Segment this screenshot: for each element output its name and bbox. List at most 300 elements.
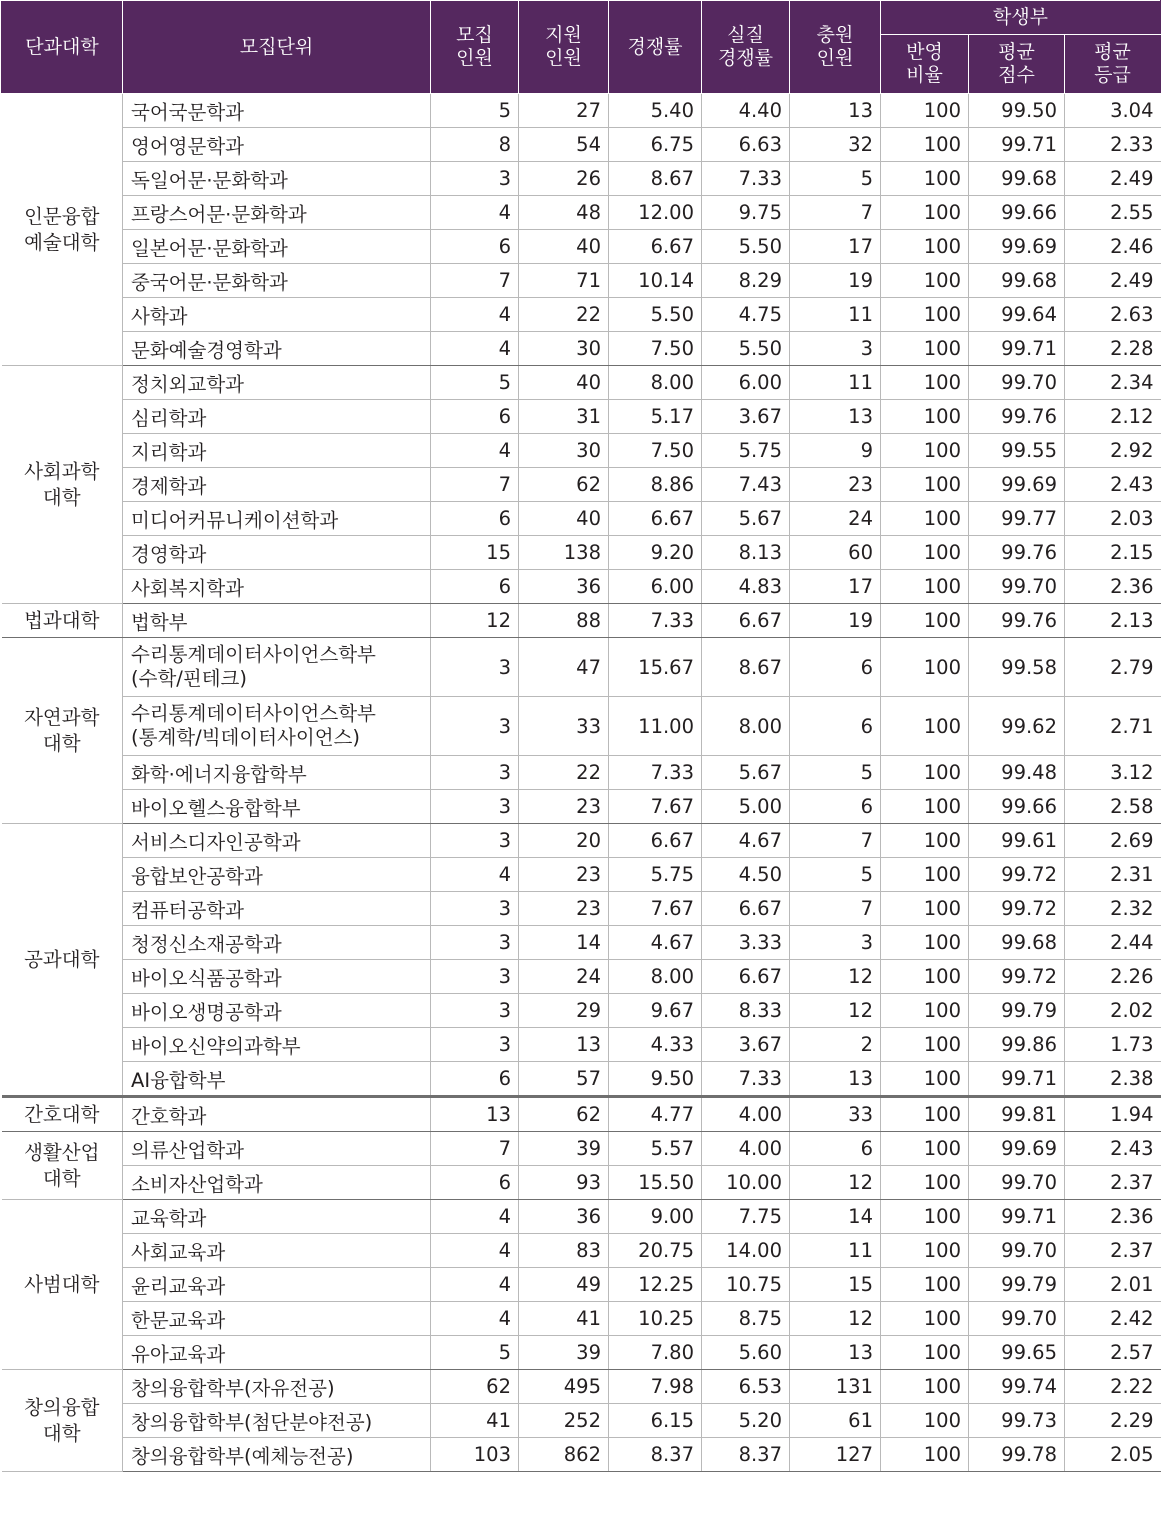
unit-cell: AI융합학부 xyxy=(123,1062,431,1097)
applicants-cell: 83 xyxy=(519,1234,609,1268)
ratio-cell: 100 xyxy=(881,1268,969,1302)
real-cell: 10.00 xyxy=(702,1166,790,1200)
quota-cell: 3 xyxy=(431,824,519,858)
grade-cell: 2.46 xyxy=(1065,230,1161,264)
grade-cell: 2.31 xyxy=(1065,858,1161,892)
table-row xyxy=(2,1166,1161,1200)
real-cell: 4.40 xyxy=(702,94,790,128)
table-header xyxy=(2,1,1161,94)
competition-cell: 4.33 xyxy=(609,1028,702,1062)
grade-cell: 2.42 xyxy=(1065,1302,1161,1336)
unit-cell: 창의융합학부(예체능전공) xyxy=(123,1438,431,1472)
ratio-cell: 100 xyxy=(881,1200,969,1234)
filled-cell: 5 xyxy=(790,858,881,892)
ratio-cell: 100 xyxy=(881,332,969,366)
quota-cell: 6 xyxy=(431,570,519,604)
grade-cell: 2.43 xyxy=(1065,1132,1161,1166)
quota-cell: 103 xyxy=(431,1438,519,1472)
grade-cell: 2.22 xyxy=(1065,1370,1161,1404)
competition-cell: 8.00 xyxy=(609,366,702,400)
table-row xyxy=(2,1132,1161,1166)
score-cell: 99.70 xyxy=(969,1234,1065,1268)
filled-cell: 60 xyxy=(790,536,881,570)
quota-cell: 4 xyxy=(431,332,519,366)
header-applicants: 지원 인원 xyxy=(519,1,609,94)
filled-cell: 11 xyxy=(790,298,881,332)
grade-cell: 2.58 xyxy=(1065,790,1161,824)
unit-cell: 교육학과 xyxy=(123,1200,431,1234)
score-cell: 99.79 xyxy=(969,994,1065,1028)
competition-cell: 6.00 xyxy=(609,570,702,604)
grade-cell: 2.44 xyxy=(1065,926,1161,960)
real-cell: 7.33 xyxy=(702,162,790,196)
grade-cell: 2.38 xyxy=(1065,1062,1161,1097)
table-row xyxy=(2,1097,1161,1132)
table-row xyxy=(2,298,1161,332)
competition-cell: 7.33 xyxy=(609,756,702,790)
score-cell: 99.58 xyxy=(969,638,1065,697)
unit-cell: 한문교육과 xyxy=(123,1302,431,1336)
applicants-cell: 24 xyxy=(519,960,609,994)
applicants-cell: 23 xyxy=(519,790,609,824)
table-row xyxy=(2,502,1161,536)
college-cell: 자연과학 대학 xyxy=(2,638,123,824)
unit-cell: 수리통계데이터사이언스학부 (통계학/빅데이터사이언스) xyxy=(123,697,431,756)
competition-cell: 5.40 xyxy=(609,94,702,128)
score-cell: 99.76 xyxy=(969,604,1065,638)
grade-cell: 3.04 xyxy=(1065,94,1161,128)
real-cell: 5.67 xyxy=(702,756,790,790)
applicants-cell: 22 xyxy=(519,298,609,332)
ratio-cell: 100 xyxy=(881,298,969,332)
table-row xyxy=(2,400,1161,434)
header-unit: 모집단위 xyxy=(123,1,431,94)
ratio-cell: 100 xyxy=(881,162,969,196)
filled-cell: 7 xyxy=(790,892,881,926)
unit-cell: 지리학과 xyxy=(123,434,431,468)
table-row xyxy=(2,94,1161,128)
applicants-cell: 23 xyxy=(519,858,609,892)
table-row xyxy=(2,128,1161,162)
unit-cell: 사회교육과 xyxy=(123,1234,431,1268)
grade-cell: 2.05 xyxy=(1065,1438,1161,1472)
ratio-cell: 100 xyxy=(881,1370,969,1404)
grade-cell: 2.15 xyxy=(1065,536,1161,570)
filled-cell: 14 xyxy=(790,1200,881,1234)
unit-cell: 사회복지학과 xyxy=(123,570,431,604)
real-cell: 8.29 xyxy=(702,264,790,298)
table-row xyxy=(2,162,1161,196)
applicants-cell: 29 xyxy=(519,994,609,1028)
real-cell: 5.00 xyxy=(702,790,790,824)
competition-cell: 5.57 xyxy=(609,1132,702,1166)
table-row xyxy=(2,638,1161,697)
competition-cell: 12.00 xyxy=(609,196,702,230)
grade-cell: 2.43 xyxy=(1065,468,1161,502)
quota-cell: 3 xyxy=(431,697,519,756)
filled-cell: 61 xyxy=(790,1404,881,1438)
competition-cell: 7.67 xyxy=(609,892,702,926)
real-cell: 5.50 xyxy=(702,332,790,366)
grade-cell: 2.34 xyxy=(1065,366,1161,400)
applicants-cell: 48 xyxy=(519,196,609,230)
applicants-cell: 13 xyxy=(519,1028,609,1062)
table-row xyxy=(2,536,1161,570)
quota-cell: 6 xyxy=(431,502,519,536)
applicants-cell: 54 xyxy=(519,128,609,162)
unit-cell: 컴퓨터공학과 xyxy=(123,892,431,926)
admission-results-table xyxy=(1,0,1161,1472)
unit-cell: 국어국문학과 xyxy=(123,94,431,128)
score-cell: 99.62 xyxy=(969,697,1065,756)
real-cell: 7.33 xyxy=(702,1062,790,1097)
competition-cell: 7.50 xyxy=(609,434,702,468)
applicants-cell: 41 xyxy=(519,1302,609,1336)
unit-cell: 창의융합학부(자유전공) xyxy=(123,1370,431,1404)
grade-cell: 2.37 xyxy=(1065,1166,1161,1200)
grade-cell: 2.36 xyxy=(1065,1200,1161,1234)
grade-cell: 2.29 xyxy=(1065,1404,1161,1438)
real-cell: 4.75 xyxy=(702,298,790,332)
unit-cell: 유아교육과 xyxy=(123,1336,431,1370)
quota-cell: 41 xyxy=(431,1404,519,1438)
competition-cell: 8.67 xyxy=(609,162,702,196)
unit-cell: 창의융합학부(첨단분야전공) xyxy=(123,1404,431,1438)
grade-cell: 2.71 xyxy=(1065,697,1161,756)
ratio-cell: 100 xyxy=(881,1132,969,1166)
competition-cell: 8.86 xyxy=(609,468,702,502)
competition-cell: 6.67 xyxy=(609,230,702,264)
college-cell: 창의융합 대학 xyxy=(2,1370,123,1472)
header-filled: 충원 인원 xyxy=(790,1,881,94)
filled-cell: 6 xyxy=(790,697,881,756)
competition-cell: 5.50 xyxy=(609,298,702,332)
real-cell: 6.63 xyxy=(702,128,790,162)
unit-cell: 바이오헬스융합학부 xyxy=(123,790,431,824)
college-cell: 공과대학 xyxy=(2,824,123,1097)
grade-cell: 2.49 xyxy=(1065,162,1161,196)
grade-cell: 2.32 xyxy=(1065,892,1161,926)
ratio-cell: 100 xyxy=(881,858,969,892)
competition-cell: 7.98 xyxy=(609,1370,702,1404)
table-row xyxy=(2,332,1161,366)
grade-cell: 2.92 xyxy=(1065,434,1161,468)
real-cell: 8.75 xyxy=(702,1302,790,1336)
unit-cell: 의류산업학과 xyxy=(123,1132,431,1166)
competition-cell: 10.25 xyxy=(609,1302,702,1336)
score-cell: 99.72 xyxy=(969,960,1065,994)
table-row xyxy=(2,1370,1161,1404)
applicants-cell: 30 xyxy=(519,434,609,468)
applicants-cell: 39 xyxy=(519,1132,609,1166)
competition-cell: 11.00 xyxy=(609,697,702,756)
ratio-cell: 100 xyxy=(881,400,969,434)
score-cell: 99.64 xyxy=(969,298,1065,332)
quota-cell: 6 xyxy=(431,400,519,434)
filled-cell: 15 xyxy=(790,1268,881,1302)
applicants-cell: 57 xyxy=(519,1062,609,1097)
table-row xyxy=(2,366,1161,400)
header-college: 단과대학 xyxy=(2,1,123,94)
applicants-cell: 93 xyxy=(519,1166,609,1200)
competition-cell: 12.25 xyxy=(609,1268,702,1302)
unit-cell: 융합보안공학과 xyxy=(123,858,431,892)
score-cell: 99.68 xyxy=(969,264,1065,298)
quota-cell: 6 xyxy=(431,230,519,264)
score-cell: 99.72 xyxy=(969,858,1065,892)
applicants-cell: 20 xyxy=(519,824,609,858)
quota-cell: 4 xyxy=(431,858,519,892)
unit-cell: 바이오식품공학과 xyxy=(123,960,431,994)
college-cell: 생활산업 대학 xyxy=(2,1132,123,1200)
unit-cell: 청정신소재공학과 xyxy=(123,926,431,960)
table-row xyxy=(2,824,1161,858)
filled-cell: 7 xyxy=(790,196,881,230)
applicants-cell: 31 xyxy=(519,400,609,434)
ratio-cell: 100 xyxy=(881,1166,969,1200)
real-cell: 6.00 xyxy=(702,366,790,400)
unit-cell: 정치외교학과 xyxy=(123,366,431,400)
applicants-cell: 862 xyxy=(519,1438,609,1472)
score-cell: 99.70 xyxy=(969,366,1065,400)
unit-cell: 문화예술경영학과 xyxy=(123,332,431,366)
filled-cell: 3 xyxy=(790,926,881,960)
score-cell: 99.86 xyxy=(969,1028,1065,1062)
filled-cell: 12 xyxy=(790,1166,881,1200)
filled-cell: 33 xyxy=(790,1097,881,1132)
real-cell: 3.67 xyxy=(702,400,790,434)
ratio-cell: 100 xyxy=(881,994,969,1028)
ratio-cell: 100 xyxy=(881,604,969,638)
grade-cell: 2.01 xyxy=(1065,1268,1161,1302)
score-cell: 99.70 xyxy=(969,1302,1065,1336)
filled-cell: 32 xyxy=(790,128,881,162)
quota-cell: 62 xyxy=(431,1370,519,1404)
competition-cell: 8.00 xyxy=(609,960,702,994)
ratio-cell: 100 xyxy=(881,1234,969,1268)
table-row xyxy=(2,264,1161,298)
grade-cell: 2.55 xyxy=(1065,196,1161,230)
ratio-cell: 100 xyxy=(881,196,969,230)
quota-cell: 3 xyxy=(431,790,519,824)
real-cell: 8.67 xyxy=(702,638,790,697)
real-cell: 5.75 xyxy=(702,434,790,468)
competition-cell: 7.50 xyxy=(609,332,702,366)
header-quota: 모집 인원 xyxy=(431,1,519,94)
unit-cell: 수리통계데이터사이언스학부 (수학/핀테크) xyxy=(123,638,431,697)
ratio-cell: 100 xyxy=(881,1302,969,1336)
quota-cell: 7 xyxy=(431,468,519,502)
filled-cell: 3 xyxy=(790,332,881,366)
applicants-cell: 495 xyxy=(519,1370,609,1404)
score-cell: 99.79 xyxy=(969,1268,1065,1302)
score-cell: 99.72 xyxy=(969,892,1065,926)
ratio-cell: 100 xyxy=(881,1028,969,1062)
quota-cell: 4 xyxy=(431,1268,519,1302)
ratio-cell: 100 xyxy=(881,638,969,697)
score-cell: 99.50 xyxy=(969,94,1065,128)
ratio-cell: 100 xyxy=(881,264,969,298)
table-row xyxy=(2,604,1161,638)
applicants-cell: 27 xyxy=(519,94,609,128)
applicants-cell: 33 xyxy=(519,697,609,756)
applicants-cell: 30 xyxy=(519,332,609,366)
grade-cell: 1.94 xyxy=(1065,1097,1161,1132)
real-cell: 4.00 xyxy=(702,1132,790,1166)
unit-cell: 중국어문·문화학과 xyxy=(123,264,431,298)
quota-cell: 3 xyxy=(431,960,519,994)
grade-cell: 2.49 xyxy=(1065,264,1161,298)
table-body xyxy=(2,94,1161,1472)
score-cell: 99.76 xyxy=(969,536,1065,570)
filled-cell: 19 xyxy=(790,264,881,298)
unit-cell: 영어영문학과 xyxy=(123,128,431,162)
ratio-cell: 100 xyxy=(881,756,969,790)
filled-cell: 11 xyxy=(790,1234,881,1268)
applicants-cell: 22 xyxy=(519,756,609,790)
quota-cell: 8 xyxy=(431,128,519,162)
grade-cell: 2.26 xyxy=(1065,960,1161,994)
table-row xyxy=(2,1200,1161,1234)
filled-cell: 17 xyxy=(790,230,881,264)
ratio-cell: 100 xyxy=(881,230,969,264)
ratio-cell: 100 xyxy=(881,570,969,604)
real-cell: 4.50 xyxy=(702,858,790,892)
score-cell: 99.71 xyxy=(969,1062,1065,1097)
score-cell: 99.69 xyxy=(969,1132,1065,1166)
real-cell: 6.53 xyxy=(702,1370,790,1404)
quota-cell: 5 xyxy=(431,94,519,128)
quota-cell: 3 xyxy=(431,756,519,790)
real-cell: 7.43 xyxy=(702,468,790,502)
competition-cell: 6.67 xyxy=(609,502,702,536)
quota-cell: 4 xyxy=(431,298,519,332)
applicants-cell: 62 xyxy=(519,468,609,502)
competition-cell: 6.15 xyxy=(609,1404,702,1438)
ratio-cell: 100 xyxy=(881,1062,969,1097)
applicants-cell: 138 xyxy=(519,536,609,570)
score-cell: 99.81 xyxy=(969,1097,1065,1132)
competition-cell: 9.67 xyxy=(609,994,702,1028)
grade-cell: 2.33 xyxy=(1065,128,1161,162)
unit-cell: 심리학과 xyxy=(123,400,431,434)
unit-cell: 독일어문·문화학과 xyxy=(123,162,431,196)
quota-cell: 4 xyxy=(431,1234,519,1268)
applicants-cell: 40 xyxy=(519,230,609,264)
competition-cell: 7.80 xyxy=(609,1336,702,1370)
grade-cell: 2.69 xyxy=(1065,824,1161,858)
competition-cell: 9.20 xyxy=(609,536,702,570)
competition-cell: 15.67 xyxy=(609,638,702,697)
unit-cell: 프랑스어문·문화학과 xyxy=(123,196,431,230)
unit-cell: 간호학과 xyxy=(123,1097,431,1132)
grade-cell: 2.79 xyxy=(1065,638,1161,697)
filled-cell: 13 xyxy=(790,1336,881,1370)
competition-cell: 4.67 xyxy=(609,926,702,960)
ratio-cell: 100 xyxy=(881,1438,969,1472)
ratio-cell: 100 xyxy=(881,790,969,824)
unit-cell: 화학·에너지융합학부 xyxy=(123,756,431,790)
filled-cell: 5 xyxy=(790,162,881,196)
quota-cell: 3 xyxy=(431,638,519,697)
score-cell: 99.61 xyxy=(969,824,1065,858)
ratio-cell: 100 xyxy=(881,434,969,468)
quota-cell: 5 xyxy=(431,366,519,400)
quota-cell: 3 xyxy=(431,1028,519,1062)
score-cell: 99.71 xyxy=(969,332,1065,366)
real-cell: 5.20 xyxy=(702,1404,790,1438)
ratio-cell: 100 xyxy=(881,94,969,128)
score-cell: 99.77 xyxy=(969,502,1065,536)
filled-cell: 12 xyxy=(790,1302,881,1336)
college-cell: 사회과학 대학 xyxy=(2,366,123,604)
table-row xyxy=(2,697,1161,756)
header-avg-grade: 평균 등급 xyxy=(1065,35,1161,94)
real-cell: 9.75 xyxy=(702,196,790,230)
quota-cell: 6 xyxy=(431,1062,519,1097)
filled-cell: 9 xyxy=(790,434,881,468)
table-row xyxy=(2,790,1161,824)
real-cell: 8.33 xyxy=(702,994,790,1028)
quota-cell: 7 xyxy=(431,264,519,298)
quota-cell: 3 xyxy=(431,162,519,196)
college-cell: 인문융합 예술대학 xyxy=(2,94,123,366)
grade-cell: 2.36 xyxy=(1065,570,1161,604)
real-cell: 5.50 xyxy=(702,230,790,264)
grade-cell: 2.12 xyxy=(1065,400,1161,434)
applicants-cell: 40 xyxy=(519,502,609,536)
header-ratio: 반영 비율 xyxy=(881,35,969,94)
table-row xyxy=(2,858,1161,892)
competition-cell: 15.50 xyxy=(609,1166,702,1200)
filled-cell: 127 xyxy=(790,1438,881,1472)
grade-cell: 2.03 xyxy=(1065,502,1161,536)
score-cell: 99.66 xyxy=(969,790,1065,824)
score-cell: 99.71 xyxy=(969,1200,1065,1234)
table-row xyxy=(2,926,1161,960)
applicants-cell: 49 xyxy=(519,1268,609,1302)
competition-cell: 9.00 xyxy=(609,1200,702,1234)
quota-cell: 6 xyxy=(431,1166,519,1200)
real-cell: 6.67 xyxy=(702,892,790,926)
grade-cell: 2.63 xyxy=(1065,298,1161,332)
table-row xyxy=(2,196,1161,230)
applicants-cell: 62 xyxy=(519,1097,609,1132)
competition-cell: 10.14 xyxy=(609,264,702,298)
ratio-cell: 100 xyxy=(881,128,969,162)
filled-cell: 6 xyxy=(790,1132,881,1166)
grade-cell: 2.13 xyxy=(1065,604,1161,638)
filled-cell: 17 xyxy=(790,570,881,604)
quota-cell: 12 xyxy=(431,604,519,638)
applicants-cell: 14 xyxy=(519,926,609,960)
real-cell: 7.75 xyxy=(702,1200,790,1234)
ratio-cell: 100 xyxy=(881,1404,969,1438)
table-row xyxy=(2,230,1161,264)
table-row xyxy=(2,1234,1161,1268)
score-cell: 99.55 xyxy=(969,434,1065,468)
score-cell: 99.66 xyxy=(969,196,1065,230)
table-row xyxy=(2,960,1161,994)
filled-cell: 13 xyxy=(790,94,881,128)
competition-cell: 7.67 xyxy=(609,790,702,824)
applicants-cell: 71 xyxy=(519,264,609,298)
unit-cell: 소비자산업학과 xyxy=(123,1166,431,1200)
competition-cell: 7.33 xyxy=(609,604,702,638)
quota-cell: 5 xyxy=(431,1336,519,1370)
header-record-group: 학생부 xyxy=(881,1,1161,35)
real-cell: 3.33 xyxy=(702,926,790,960)
